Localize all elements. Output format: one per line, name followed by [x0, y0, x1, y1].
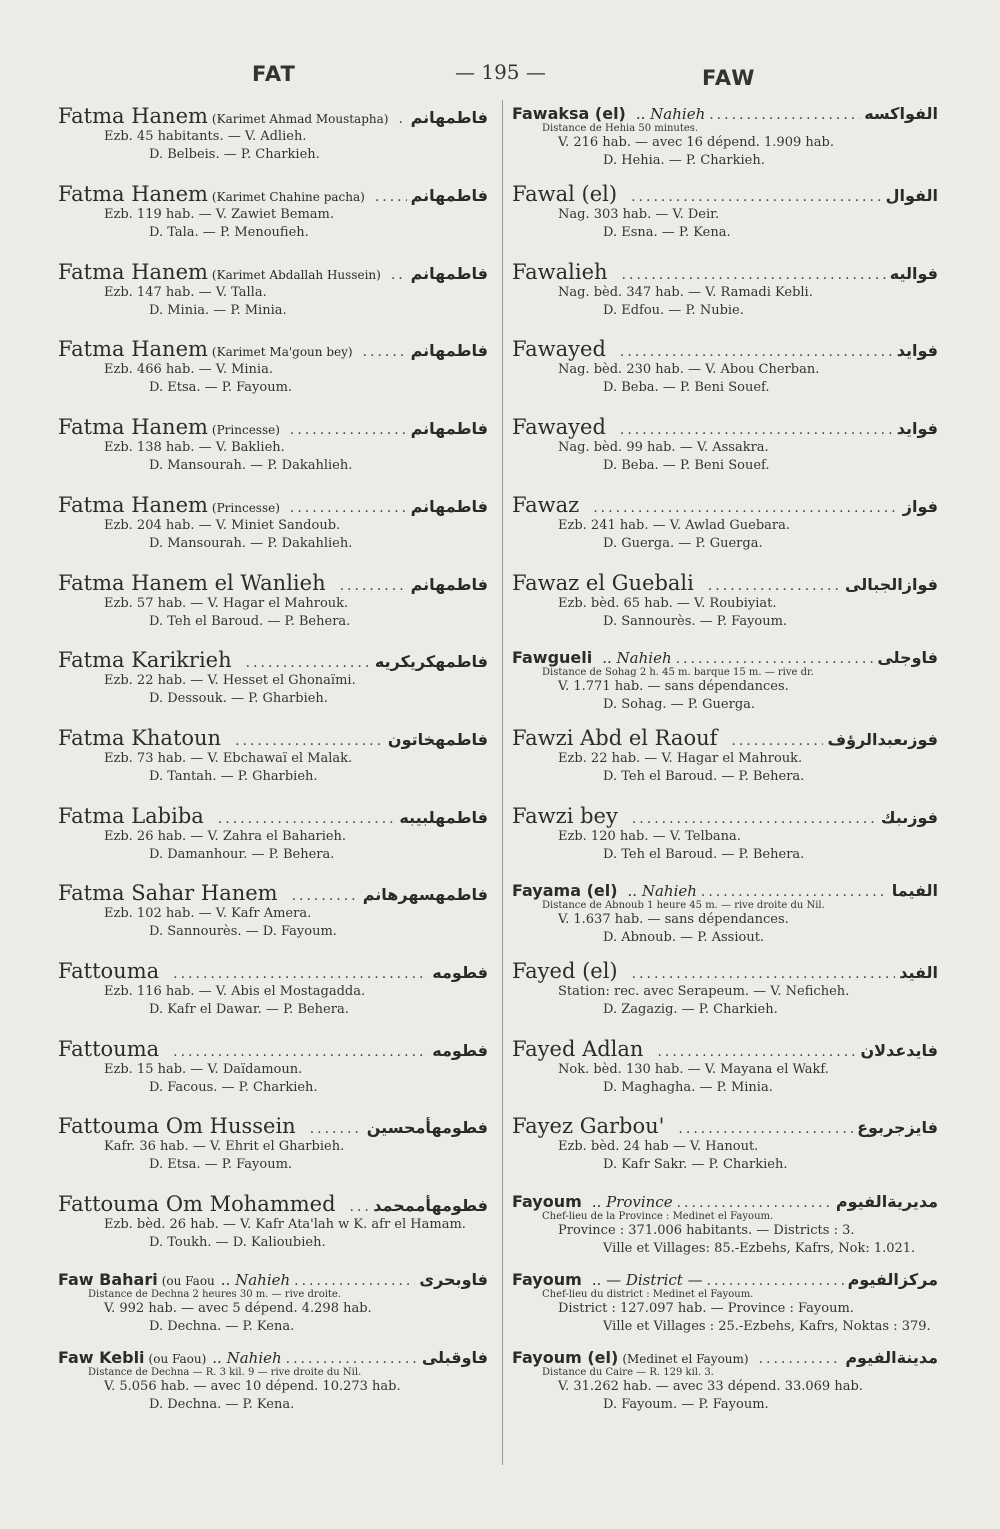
- leader-dots: [632, 966, 896, 982]
- arabic-name: فوزىبك: [880, 808, 938, 827]
- entry-district-line: D. Beba. — P. Beni Souef.: [603, 458, 770, 473]
- entry-name: Fatma Hanem: [58, 337, 208, 361]
- arabic-name: فطومهأممحمد: [373, 1196, 488, 1215]
- entry-district-line: D. Zagazig. — P. Charkieh.: [603, 1002, 778, 1017]
- entry-district-line: D. Facous. — P. Charkieh.: [149, 1080, 318, 1095]
- arabic-name: الفيد: [899, 963, 938, 982]
- gazetteer-entry: [512, 260, 938, 320]
- leader-dots: [632, 811, 877, 827]
- leader-dots: [707, 1273, 844, 1289]
- arabic-name: الفيما: [891, 881, 938, 900]
- gazetteer-entry: [512, 648, 938, 714]
- entry-district-line: D. Sannourès. — P. Fayoum.: [603, 614, 788, 629]
- entry-qualifier: (Princesse): [211, 501, 280, 515]
- entry-qualifier: (ou Faou: [161, 1274, 215, 1288]
- entry-name: Fayoum: [512, 1192, 582, 1211]
- entry-name: Fattouma: [58, 959, 160, 983]
- entry-name: Fatma Hanem: [58, 182, 208, 206]
- arabic-name: الفوال: [885, 186, 938, 205]
- entry-detail-line: District : 127.097 hab. — Province : Fayoum.: [558, 1301, 854, 1316]
- gazetteer-entry: [58, 804, 488, 864]
- entry-distance-note: Distance de Abnoub 1 heure 45 m. — rive droite du Nil.: [542, 900, 825, 911]
- entry-detail-line: Ezb. 73 hab. — V. Ebchawaï el Malak.: [104, 751, 353, 766]
- entry-district-line: D. Edfou. — P. Nubie.: [603, 303, 744, 318]
- entry-name: Fatma Khatoun: [58, 726, 222, 750]
- entry-name: Fayoum (el): [512, 1348, 619, 1367]
- entry-detail-line: Ezb. 147 hab. — V. Talla.: [104, 285, 267, 300]
- entry-name: Fatma Hanem: [58, 104, 208, 128]
- leader-dots: [363, 344, 407, 360]
- entry-district-line: D. Beba. — P. Beni Souef.: [603, 380, 770, 395]
- gazetteer-entry: [58, 648, 488, 708]
- gazetteer-entry: [512, 182, 938, 242]
- gazetteer-entry: [58, 1348, 488, 1414]
- entry-distance-note: Distance de Hehia 50 minutes.: [542, 123, 699, 134]
- entry-detail-line: Kafr. 36 hab. — V. Ehrit el Gharbieh.: [104, 1139, 345, 1154]
- entry-kind: .. Nahieh: [627, 882, 697, 900]
- entry-qualifier: (Princesse): [211, 423, 280, 437]
- entry-district-line: Ville et Villages : 25.-Ezbehs, Kafrs, Noktas : 379.: [603, 1319, 931, 1334]
- entry-district-line: D. Minia. — P. Minia.: [149, 303, 287, 318]
- leader-dots: [173, 1044, 428, 1060]
- leader-dots: [290, 500, 407, 516]
- entry-name: Fayoum: [512, 1270, 582, 1289]
- gazetteer-entry: [512, 1270, 938, 1336]
- gazetteer-entry: [58, 260, 488, 320]
- entry-name: Fatma Sahar Hanem: [58, 881, 278, 905]
- entry-detail-line: Ezb. bèd. 26 hab. — V. Kafr Ata'lah w K. afr el Hamam.: [104, 1217, 466, 1232]
- entry-name: Fatma Karikrieh: [58, 648, 232, 672]
- entry-distance-note: Distance de Dechna 2 heures 30 m. — rive droite.: [88, 1289, 342, 1300]
- entry-name: Fattouma Om Hussein: [58, 1114, 296, 1138]
- entry-distance-note: Distance de Sohag 2 h. 45 m. barque 15 m. — rive dr.: [542, 667, 814, 678]
- page-number: — 195 —: [455, 60, 546, 84]
- entry-name: Fatma Hanem el Wanlieh: [58, 571, 326, 595]
- leader-dots: [173, 966, 428, 982]
- gazetteer-entry: [58, 571, 488, 631]
- entry-kind: .. Nahieh: [212, 1349, 282, 1367]
- entry-district-line: Ville et Villages: 85.-Ezbehs, Kafrs, Nok: 1.021.: [603, 1241, 916, 1256]
- entry-name: Fayama (el): [512, 881, 618, 900]
- entry-name: Faw Bahari: [58, 1270, 158, 1289]
- leader-dots: [246, 655, 371, 671]
- gazetteer-entry: [58, 959, 488, 1019]
- entry-detail-line: Ezb. 102 hab. — V. Kafr Amera.: [104, 906, 312, 921]
- entry-district-line: D. Fayoum. — P. Fayoum.: [603, 1397, 769, 1412]
- leader-dots: [340, 578, 407, 594]
- gazetteer-entry: [512, 1192, 938, 1258]
- arabic-name: فاطمهسهرهانم: [362, 885, 488, 904]
- leader-dots: [631, 189, 882, 205]
- entry-district-line: D. Esna. — P. Kena.: [603, 225, 731, 240]
- entry-kind: .. Nahieh: [602, 649, 672, 667]
- arabic-name: فاطمهانم: [410, 186, 488, 205]
- entry-district-line: D. Sannourès. — D. Fayoum.: [149, 924, 337, 939]
- entry-district-line: D. Etsa. — P. Fayoum.: [149, 380, 293, 395]
- entry-detail-line: Province : 371.006 habitants. — Districts : 3.: [558, 1223, 855, 1238]
- gazetteer-entry: [512, 493, 938, 553]
- entry-district-line: D. Mansourah. — P. Dakahlieh.: [149, 536, 353, 551]
- entry-qualifier: (Karimet Chahine pacha): [211, 190, 365, 204]
- entry-name: Fawayed: [512, 415, 606, 439]
- entry-detail-line: Ezb. bèd. 65 hab. — V. Roubiyiat.: [558, 596, 777, 611]
- entry-district-line: D. Teh el Baroud. — P. Behera.: [149, 614, 351, 629]
- leader-dots: [350, 1199, 370, 1215]
- entry-kind: .. — District —: [591, 1271, 703, 1289]
- arabic-name: مديريةالفيوم: [835, 1192, 938, 1211]
- entry-qualifier: (ou Faou): [148, 1352, 207, 1366]
- entry-detail-line: Ezb. 45 habitants. — V. Adlieh.: [104, 129, 307, 144]
- entry-name: Fawal (el): [512, 182, 618, 206]
- arabic-name: فوازالجبالى: [845, 575, 938, 594]
- leader-dots: [310, 1121, 363, 1137]
- gazetteer-entry: [58, 182, 488, 242]
- leader-dots: [375, 189, 407, 205]
- gazetteer-entry: [58, 1192, 488, 1252]
- arabic-name: فاطمهانم: [410, 341, 488, 360]
- leader-dots: [391, 267, 407, 283]
- gazetteer-entry: [58, 1114, 488, 1174]
- entry-district-line: D. Dessouk. — P. Gharbieh.: [149, 691, 328, 706]
- gazetteer-entry: [512, 1348, 938, 1414]
- entry-district-line: D. Abnoub. — P. Assiout.: [603, 930, 765, 945]
- entry-detail-line: Ezb. 26 hab. — V. Zahra el Baharieh.: [104, 829, 347, 844]
- gazetteer-entry: [512, 959, 938, 1019]
- leader-dots: [759, 1351, 842, 1367]
- entry-detail-line: V. 216 hab. — avec 16 dépend. 1.909 hab.: [558, 135, 834, 150]
- entry-name: Fatma Labiba: [58, 804, 204, 828]
- gazetteer-entry: [512, 415, 938, 475]
- header-left-guide-word: FAT: [252, 62, 296, 86]
- gazetteer-entry: [58, 104, 488, 164]
- entry-distance-note: Distance du Caire — R. 129 kil. 3.: [542, 1367, 714, 1378]
- entry-district-line: D. Guerga. — P. Guerga.: [603, 536, 763, 551]
- gazetteer-entry: [58, 1270, 488, 1336]
- entry-detail-line: Nag. bèd. 230 hab. — V. Abou Cherban.: [558, 362, 820, 377]
- entry-name: Fatma Hanem: [58, 415, 208, 439]
- entry-name: Fatma Hanem: [58, 493, 208, 517]
- entry-detail-line: Ezb. 57 hab. — V. Hagar el Mahrouk.: [104, 596, 349, 611]
- gazetteer-entry: [512, 881, 938, 947]
- entry-district-line: D. Tala. — P. Menoufieh.: [149, 225, 309, 240]
- arabic-name: فاطمهكريكريه: [374, 652, 488, 671]
- entry-detail-line: Ezb. 116 hab. — V. Abis el Mostagadda.: [104, 984, 366, 999]
- entry-name: Fawayed: [512, 337, 606, 361]
- entry-detail-line: Nag. 303 hab. — V. Deir.: [558, 207, 720, 222]
- entry-district-line: D. Kafr el Dawar. — P. Behera.: [149, 1002, 349, 1017]
- page-header: [0, 58, 1000, 98]
- entry-detail-line: Ezb. bèd. 24 hab — V. Hanout.: [558, 1139, 759, 1154]
- entry-qualifier: (Karimet Ma'goun bey): [211, 345, 353, 359]
- entry-district-line: D. Kafr Sakr. — P. Charkieh.: [603, 1157, 788, 1172]
- entry-district-line: D. Teh el Baroud. — P. Behera.: [603, 769, 805, 784]
- leader-dots: [292, 888, 359, 904]
- entry-district-line: D. Teh el Baroud. — P. Behera.: [603, 847, 805, 862]
- leader-dots: [218, 811, 396, 827]
- arabic-name: فاوبحرى: [419, 1270, 488, 1289]
- arabic-name: مركزالفيوم: [847, 1270, 938, 1289]
- arabic-name: فاطمهخاتون: [387, 730, 488, 749]
- entry-detail-line: Ezb. 22 hab. — V. Hagar el Mahrouk.: [558, 751, 803, 766]
- leader-dots: [701, 884, 888, 900]
- gazetteer-entry: [512, 337, 938, 397]
- entry-detail-line: V. 1.771 hab. — sans dépendances.: [558, 679, 789, 694]
- gazetteer-entry: [58, 415, 488, 475]
- entry-detail-line: Station: rec. avec Serapeum. — V. Neficheh.: [558, 984, 850, 999]
- arabic-name: فايزجربوع: [857, 1118, 938, 1137]
- entry-name: Fawzi Abd el Raouf: [512, 726, 718, 750]
- entry-name: Fayez Garbou': [512, 1114, 665, 1138]
- entry-district-line: D. Belbeis. — P. Charkieh.: [149, 147, 320, 162]
- arabic-name: فاطمهانم: [410, 419, 488, 438]
- arabic-name: فاطمهانم: [410, 264, 488, 283]
- entry-name: Fattouma: [58, 1037, 160, 1061]
- gazetteer-entry: [512, 571, 938, 631]
- entry-kind: .. Nahieh: [635, 105, 706, 123]
- entry-detail-line: Ezb. 204 hab. — V. Miniet Sandoub.: [104, 518, 341, 533]
- entry-detail-line: Nag. bèd. 347 hab. — V. Ramadi Kebli.: [558, 285, 813, 300]
- entry-qualifier: (Karimet Ahmad Moustapha): [211, 112, 389, 126]
- arabic-name: فطومه: [432, 1041, 488, 1060]
- arabic-name: فايدعدلان: [860, 1041, 938, 1060]
- entry-detail-line: Nag. bèd. 99 hab. — V. Assakra.: [558, 440, 769, 455]
- entry-detail-line: Ezb. 15 hab. — V. Daïdamoun.: [104, 1062, 303, 1077]
- arabic-name: فواليه: [889, 264, 938, 283]
- leader-dots: [286, 1351, 418, 1367]
- leader-dots: [709, 107, 860, 123]
- gazetteer-entry: [58, 337, 488, 397]
- leader-dots: [657, 1044, 856, 1060]
- column-divider: [502, 100, 503, 1465]
- entry-district-line: D. Tantah. — P. Gharbieh.: [149, 769, 318, 784]
- entry-detail-line: Ezb. 241 hab. — V. Awlad Guebara.: [558, 518, 791, 533]
- entry-name: Fawalieh: [512, 260, 608, 284]
- entry-detail-line: V. 5.056 hab. — avec 10 dépend. 10.273 hab.: [104, 1379, 401, 1394]
- entry-qualifier: (Karimet Abdallah Hussein): [211, 268, 381, 282]
- gazetteer-entry: [58, 726, 488, 786]
- entry-district-line: D. Damanhour. — P. Behera.: [149, 847, 335, 862]
- arabic-name: فاوقبلى: [421, 1348, 488, 1367]
- entry-district-line: D. Dechna. — P. Kena.: [149, 1319, 295, 1334]
- entry-district-line: D. Maghagha. — P. Minia.: [603, 1080, 773, 1095]
- leader-dots: [622, 267, 886, 283]
- entry-name: Fayed (el): [512, 959, 618, 983]
- gazetteer-entry: [58, 1037, 488, 1097]
- entry-kind: .. Province: [591, 1193, 673, 1211]
- arabic-name: فطومهأمحسين: [366, 1118, 488, 1137]
- entry-name: Fawaz: [512, 493, 580, 517]
- arabic-name: الفواكسه: [864, 104, 938, 123]
- gazetteer-entry: [512, 1114, 938, 1174]
- entry-name: Fawzi bey: [512, 804, 618, 828]
- entry-name: Fawaz el Guebali: [512, 571, 694, 595]
- entry-name: Fawgueli: [512, 648, 593, 667]
- entry-detail-line: V. 992 hab. — avec 5 dépend. 4.298 hab.: [104, 1301, 372, 1316]
- gazetteer-entry: [512, 804, 938, 864]
- entry-distance-note: Chef-lieu du district : Medinet el Fayoum.: [542, 1289, 754, 1300]
- leader-dots: [731, 733, 823, 749]
- leader-dots: [235, 733, 384, 749]
- leader-dots: [708, 578, 841, 594]
- entry-kind: .. Nahieh: [220, 1271, 291, 1289]
- arabic-name: فاطمهانم: [410, 108, 488, 127]
- entry-district-line: D. Hehia. — P. Charkieh.: [603, 153, 765, 168]
- arabic-name: فاطمهلبيبه: [399, 808, 488, 827]
- entry-distance-note: Distance de Dechna — R. 3 kil. 9 — rive droite du Nil.: [88, 1367, 362, 1378]
- gazetteer-entry: [512, 104, 938, 170]
- leader-dots: [294, 1273, 415, 1289]
- gazetteer-entry: [512, 726, 938, 786]
- arabic-name: فطومه: [432, 963, 488, 982]
- header-right-guide-word: FAW: [702, 66, 756, 90]
- entry-name: Fattouma Om Mohammed: [58, 1192, 336, 1216]
- leader-dots: [678, 1121, 853, 1137]
- entry-detail-line: Ezb. 119 hab. — V. Zawiet Bemam.: [104, 207, 334, 222]
- arabic-name: فاطمهانم: [410, 497, 488, 516]
- entry-detail-line: Nok. bèd. 130 hab. — V. Mayana el Wakf.: [558, 1062, 829, 1077]
- entry-name: Fatma Hanem: [58, 260, 208, 284]
- entry-qualifier: (Medinet el Fayoum): [622, 1352, 749, 1366]
- entry-detail-line: Ezb. 138 hab. — V. Baklieh.: [104, 440, 285, 455]
- entry-detail-line: Ezb. 120 hab. — V. Telbana.: [558, 829, 741, 844]
- entry-name: Faw Kebli: [58, 1348, 145, 1367]
- arabic-name: مدينةالفيوم: [845, 1348, 938, 1367]
- entry-district-line: D. Dechna. — P. Kena.: [149, 1397, 295, 1412]
- arabic-name: فوايد: [896, 419, 938, 438]
- gazetteer-entry: [512, 1037, 938, 1097]
- entry-district-line: D. Toukh. — D. Kalioubieh.: [149, 1235, 326, 1250]
- arabic-name: فوزىعبدالرؤف: [827, 730, 938, 749]
- leader-dots: [398, 111, 406, 127]
- entry-detail-line: V. 1.637 hab. — sans dépendances.: [558, 912, 789, 927]
- leader-dots: [620, 344, 893, 360]
- gazetteer-entry: [58, 881, 488, 941]
- leader-dots: [593, 500, 899, 516]
- leader-dots: [677, 1195, 832, 1211]
- arabic-name: فوايد: [896, 341, 938, 360]
- entry-name: Fayed Adlan: [512, 1037, 644, 1061]
- arabic-name: فاطمهانم: [410, 575, 488, 594]
- leader-dots: [290, 422, 407, 438]
- entry-detail-line: V. 31.262 hab. — avec 33 dépend. 33.069 hab.: [558, 1379, 863, 1394]
- entry-district-line: D. Sohag. — P. Guerga.: [603, 697, 756, 712]
- entry-distance-note: Chef-lieu de la Province : Medinet el Fayoum.: [542, 1211, 774, 1222]
- leader-dots: [620, 422, 893, 438]
- entry-district-line: D. Etsa. — P. Fayoum.: [149, 1157, 293, 1172]
- arabic-name: فواز: [902, 497, 938, 516]
- entry-district-line: D. Mansourah. — P. Dakahlieh.: [149, 458, 353, 473]
- entry-detail-line: Ezb. 22 hab. — V. Hesset el Ghonaïmi.: [104, 673, 356, 688]
- entry-detail-line: Ezb. 466 hab. — V. Minia.: [104, 362, 273, 377]
- leader-dots: [676, 651, 874, 667]
- gazetteer-entry: [58, 493, 488, 553]
- arabic-name: فاوجلى: [877, 648, 938, 667]
- entry-name: Fawaksa (el): [512, 104, 626, 123]
